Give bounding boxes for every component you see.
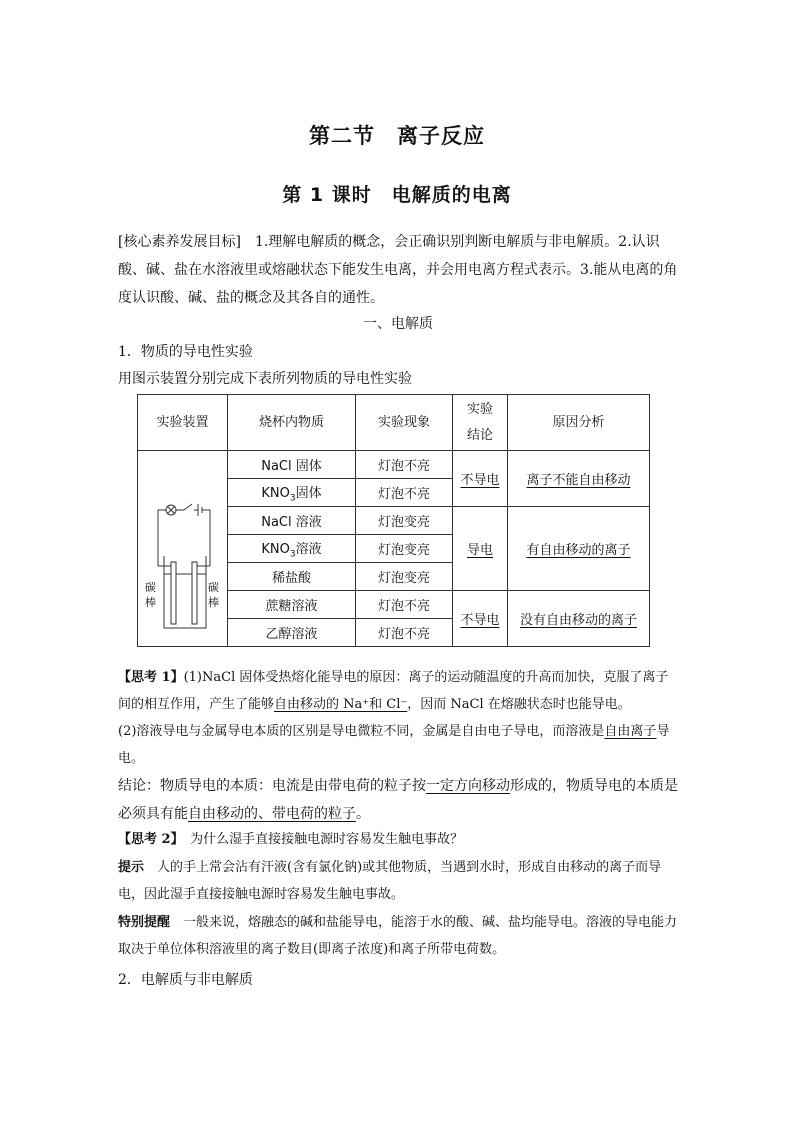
conclusion-cell: 不导电 xyxy=(453,591,508,647)
hint-paragraph: 提示 人的手上常会沾有汗液(含有氯化钠)或其他物质，当遇到水时，形成自由移动的离子而导电，因此湿手直接接触电源时容易发生触电事故。 xyxy=(118,860,662,902)
phenomenon-cell: 灯泡变亮 xyxy=(356,563,453,591)
conclusion-cell: 导电 xyxy=(453,507,508,591)
phenomenon-cell: 灯泡变亮 xyxy=(356,535,453,563)
part-heading: 一、电解质 xyxy=(363,316,433,332)
conclusion-cell: 不导电 xyxy=(453,451,508,507)
svg-text:碳: 碳 xyxy=(208,581,219,594)
header-reason: 原因分析 xyxy=(508,395,650,451)
phenomenon-cell: 灯泡不亮 xyxy=(356,619,453,647)
table-header-row xyxy=(138,395,650,451)
phenomenon-cell: 灯泡不亮 xyxy=(356,479,453,507)
conclusion-paragraph: 结论：物质导电的本质：电流是由带电荷的粒子按一定方向移动形成的，物质导电的本质是必须具有能自由移动的、带电荷的粒子。 xyxy=(118,778,678,822)
substance-cell: $KNO_3$溶液 xyxy=(228,535,356,563)
phenomenon-cell: 灯泡不亮 xyxy=(356,451,453,479)
special-label: 特别提醒 xyxy=(118,915,171,930)
phenomenon-cell: 灯泡不亮 xyxy=(356,591,453,619)
reason-cell: 离子不能自由移动 xyxy=(508,451,650,507)
item1-intro: 用图示装置分别完成下表所列物质的导电性实验 xyxy=(118,371,412,387)
substance-cell: NaCl 溶液 xyxy=(228,507,356,535)
apparatus-diagram xyxy=(138,452,227,641)
core-goals-paragraph xyxy=(118,228,678,312)
header-phenomenon: 实验现象 xyxy=(356,395,453,451)
special-note-paragraph: 特别提醒 一般来说，熔融态的碱和盐能导电，能溶于水的酸、碱、盐均能导电。溶液的导电能力取决于单位体积溶液里的离子数目(即离子浓度)和离子所带电荷数。 xyxy=(118,915,678,957)
header-apparatus: 实验装置 xyxy=(138,395,228,451)
phenomenon-cell: 灯泡变亮 xyxy=(356,507,453,535)
reason-cell: 没有自由移动的离子 xyxy=(508,591,650,647)
goals-text: 1.理解电解质的概念，会正确识别判断电解质与非电解质。2.认识酸、碱、盐在水溶液里或熔融状态下能发生电离，并会用电离方程式表示。3.能从电离的角度认识酸、碱、盐的概念及其各自的通性。 xyxy=(118,234,678,306)
beaker-icon xyxy=(164,556,206,628)
think1-paragraph1: 【思考 1】(1)NaCl 固体受热熔化能导电的原因：离子的运动随温度的升高而加快，克服了离子间的相互作用，产生了能够自由移动的 Na⁺和 Cl⁻，因而 NaCl 在熔融状态时也能导电。 xyxy=(118,670,669,712)
table-row xyxy=(138,451,650,479)
reason-cell: 有自由移动的离子 xyxy=(508,507,650,591)
lesson-title: 第 1 课时 电解质的电离 xyxy=(282,184,512,206)
think1-paragraph2: (2)溶液导电与金属导电本质的区别是导电微粒不同，金属是自由电子导电，而溶液是自由离子导电。 xyxy=(118,724,670,766)
header-conclusion: 实验 结论 xyxy=(453,395,508,451)
substance-cell: 乙醇溶液 xyxy=(228,619,356,647)
substance-cell: $KNO_3$固体 xyxy=(228,479,356,507)
goals-label: [核心素养发展目标] xyxy=(118,234,241,250)
svg-text:碳: 碳 xyxy=(145,581,156,594)
conductivity-table xyxy=(137,394,650,647)
substance-cell: NaCl 固体 xyxy=(228,451,356,479)
substance-cell: 稀盐酸 xyxy=(228,563,356,591)
think1-label: 【思考 1】 xyxy=(118,670,184,685)
switch-icon xyxy=(184,504,192,510)
hint-label: 提示 xyxy=(118,860,145,875)
apparatus-cell xyxy=(138,451,228,647)
think2-paragraph: 【思考 2】 为什么湿手直接接触电源时容易发生触电事故？ xyxy=(118,832,464,847)
substance-cell: 蔗糖溶液 xyxy=(228,591,356,619)
svg-text:棒: 棒 xyxy=(145,596,156,609)
item1-heading: 1．物质的导电性实验 xyxy=(118,344,253,360)
svg-text:棒: 棒 xyxy=(208,596,219,609)
section-title: 第二节 离子反应 xyxy=(309,124,485,148)
item2-heading: 2．电解质与非电解质 xyxy=(118,972,253,988)
think2-label: 【思考 2】 xyxy=(118,832,178,847)
header-substance: 烧杯内物质 xyxy=(228,395,356,451)
